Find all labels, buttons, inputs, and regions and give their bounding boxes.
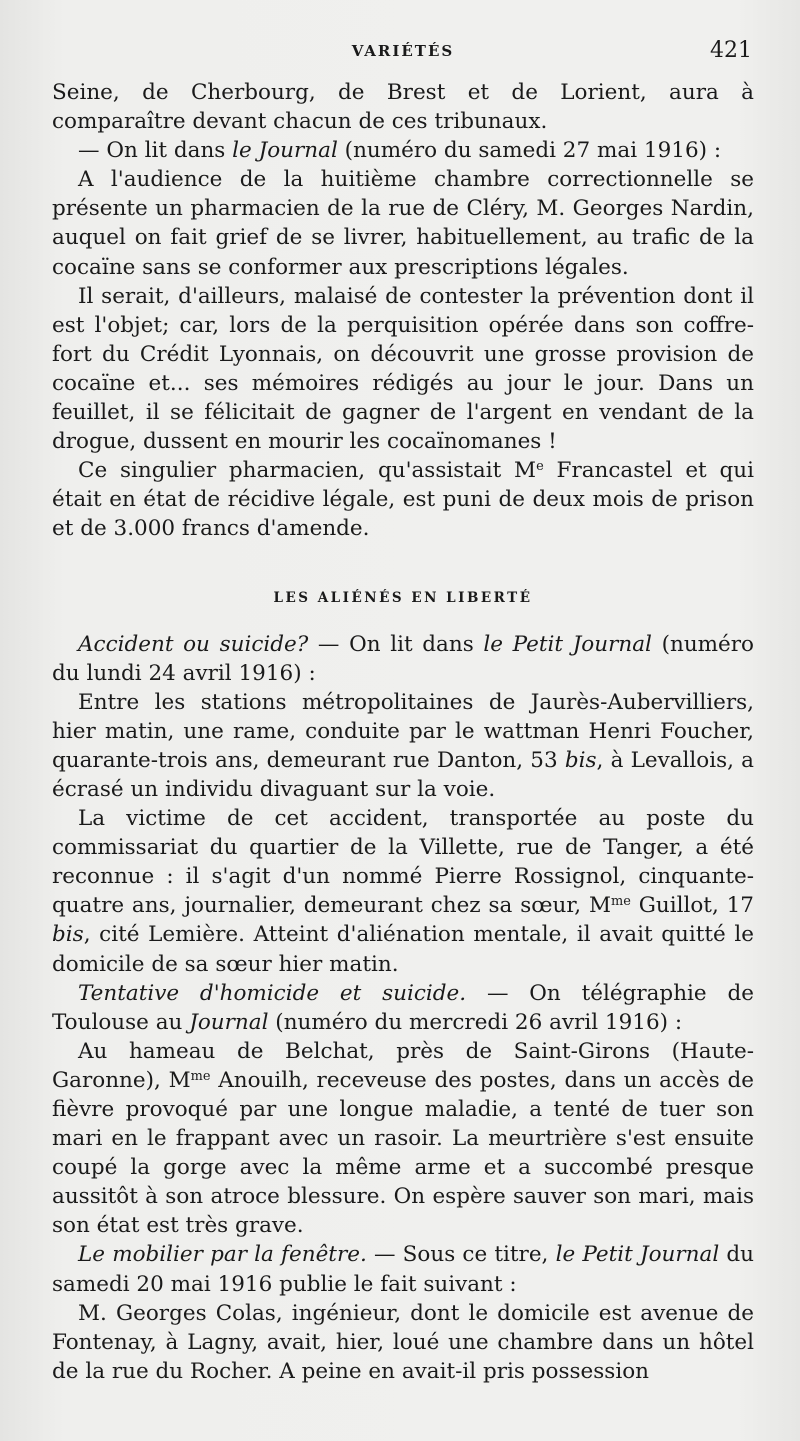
paragraph-text: (numéro du mercredi 26 avril 1916) : xyxy=(268,1009,683,1035)
paragraph-nardin-audience xyxy=(52,165,754,281)
paragraph-text: Francastel et qui était en état de récidive légale, est puni de deux mois de prison et de 3.000 francs d'amende. xyxy=(52,458,754,542)
paragraph-text: Guillot, 17 xyxy=(630,893,754,919)
paragraph-sentence xyxy=(52,456,754,543)
paragraph-accident-heading xyxy=(52,630,754,688)
running-title: VARIÉTÉS xyxy=(351,42,455,60)
paragraph-source-journal xyxy=(52,136,754,165)
paragraph-text: du samedi 20 mai 1916 publie le fait suivant : xyxy=(52,1242,755,1297)
newspaper-title: Journal xyxy=(189,1009,269,1035)
paragraph-tentative-heading xyxy=(52,979,754,1037)
paragraph-victim xyxy=(52,804,754,979)
paragraph-belchat xyxy=(52,1037,754,1241)
item-title: Tentative d'homicide et suicide. xyxy=(78,980,467,1006)
paragraph-continuation xyxy=(52,78,754,136)
paragraph-text: Entre les stations métropolitaines de Jaurès-Aubervilliers, hier matin, une rame, conduite par le wattman Henri Foucher, quarante-trois ans, demeurant rue Danton, 53 xyxy=(52,689,754,773)
paragraph-text: — On lit dans xyxy=(78,138,233,164)
italic-word: bis xyxy=(564,747,597,773)
paragraph-text: , à Levallois, a écrasé un individu divaguant sur la voie. xyxy=(52,747,754,802)
paragraph-perquisition xyxy=(52,282,754,457)
body-text xyxy=(52,78,754,1386)
running-head xyxy=(52,38,754,78)
italic-word: bis xyxy=(52,922,84,948)
item-title: Accident ou suicide? xyxy=(78,631,309,657)
paragraph-colas xyxy=(52,1299,754,1386)
newspaper-title: le Petit Journal xyxy=(555,1242,720,1268)
paragraph-text: — On télégraphie de Toulouse au xyxy=(52,980,754,1035)
paragraph-text: Il serait, d'ailleurs, malaisé de contester la prévention dont il est l'objet; car, lors de la perquisition opérée dans son coffre-fort du Crédit Lyonnais, on découvrit une grosse provision de cocaïne et... ses mémoires rédigés au jour le jour. Dans un feuillet, il se félicitait de gagner de l'argent en vendant de la drogue, dussent en mourir les cocaïnomanes ! xyxy=(52,283,754,455)
paragraph-text: — On lit dans xyxy=(308,631,484,657)
paragraph-metro xyxy=(52,688,754,804)
paragraph-mobilier-heading xyxy=(52,1240,754,1298)
superscript: e xyxy=(536,459,544,475)
paragraph-text: , cité Lemière. Atteint d'aliénation mentale, il avait quitté le domicile de sa sœur hier matin. xyxy=(52,922,754,977)
page-number: 421 xyxy=(710,38,752,63)
paragraph-text: (numéro du samedi 27 mai 1916) : xyxy=(337,138,722,164)
paragraph-text: A l'audience de la huitième chambre correctionnelle se présente un pharmacien de la rue de Cléry, M. Georges Nardin, auquel on fait grief de se livrer, habituellement, au trafic de la cocaïne sans se conformer aux prescriptions légales. xyxy=(52,167,754,280)
section-heading: LES ALIÉNÉS EN LIBERTÉ xyxy=(273,589,533,606)
newspaper-title: le Journal xyxy=(232,138,338,164)
newspaper-title: le Petit Journal xyxy=(483,631,652,657)
paragraph-text: Anouilh, receveuse des postes, dans un accès de fièvre provoqué par une longue maladie, a tenté de tuer son mari en le frappant avec un rasoir. La meurtrière s'est ensuite coupé la gorge avec la même arme et a succombé presque aussitôt à son atroce blessure. On espère sauver son mari, mais son état est très grave. xyxy=(52,1067,754,1239)
paragraph-text: M. Georges Colas, ingénieur, dont le domicile est avenue de Fontenay, à Lagny, avait, hier, loué une chambre dans un hôtel de la rue du Rocher. A peine en avait-il pris possession xyxy=(52,1300,754,1384)
superscript: me xyxy=(190,1068,211,1084)
paragraph-text: — Sous ce titre, xyxy=(366,1242,556,1268)
paragraph-text: La victime de cet accident, transportée au poste du commissariat du quartier de la Villette, rue de Tanger, a été reconnue : il s'agit d'un nommé Pierre Rossignol, cinquante-quatre ans, journalier, demeurant chez sa sœur, M xyxy=(52,806,754,919)
paragraph-text: (numéro du lundi 24 avril 1916) : xyxy=(52,631,754,686)
paragraph-text: Ce singulier pharmacien, qu'assistait M xyxy=(78,458,537,484)
paragraph-text: Seine, de Cherbourg, de Brest et de Lorient, aura à comparaître devant chacun de ces tribunaux. xyxy=(52,80,754,135)
item-title: Le mobilier par la fenêtre. xyxy=(78,1242,367,1268)
superscript: me xyxy=(610,894,631,910)
paragraph-text: Au hameau de Belchat, près de Saint-Girons (Haute-Garonne), M xyxy=(52,1038,754,1093)
